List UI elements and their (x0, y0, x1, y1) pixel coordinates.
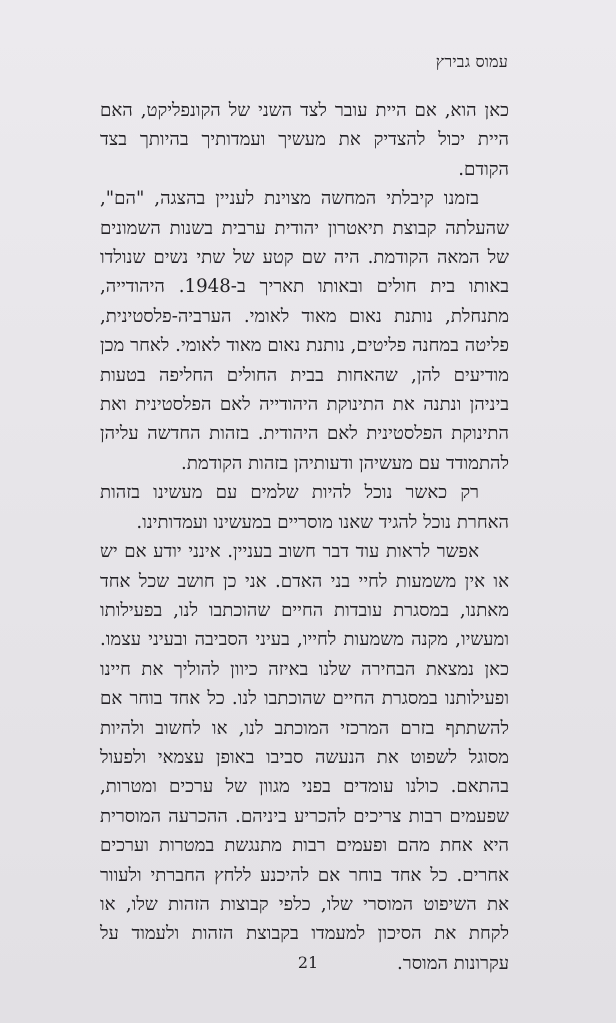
running-header-author: עמוס גבירץ (435, 52, 508, 71)
paragraph-4: אפשר לראות עוד דבר חשוב בעניין. אינני יודע אם יש או אין משמעות לחיי בני האדם. אני כן חושב שכל אחד מאתנו, במסגרת עובדות החיים שהוכתבו לנו, בפעילותו ומעשיו, מקנה משמעות לחייו, בעיני הסביבה ובעיני עצמו. כאן נמצאת הבחירה שלנו באיזה כיוון להוליך את חיינו ופעילותנו במסגרת החיים שהוכתבו לנו. כל אחד בוחר אם להשתתף בזרם המרכזי המוכתב לנו, או לחשוב ולהיות מסוגל לשפוט את הנעשה סביבו באופן עצמאי ולפעול בהתאם. כולנו עומדים בפני מגוון של ערכים ומטרות, שפעמים רבות צריכים להכריע ביניהם. ההכרעה המוסרית היא אחת מהם ופעמים רבות מתנגשת במטרות וערכים אחרים. כל אחד בוחר אם להיכנע ללחץ החברתי ולעוור את השיפוט המוסרי שלו, כלפי קבוצות הזהות שלו, או לקחת את הסיכון למעמדו בקבוצת הזהות ולעמוד על עקרונות המוסר. (100, 541, 509, 974)
page-number: 21 (297, 953, 319, 972)
body-text (100, 96, 509, 978)
paragraph-2: בזמנו קיבלתי המחשה מצוינת לעניין בהצגה, "הם", שהעלתה קבוצת תיאטרון יהודית ערבית בשנות השמונים של המאה הקודמת. היה שם קטע של שתי נשים שנולדו באותו בית חולים ובאותו תאריך ב-1948. היהודייה, מתנחלת, נותנת נאום מאוד לאומי. הערביה-פלסטינית, פליטה במחנה פליטים, נותנת נאום מאוד לאומי. לאחר מכן מודיעים להן, שהאחות בבית החולים החליפה בטעות ביניהן ונתנה את התינוקת היהודייה לאם הפלסטינית ואת התינוקת הפלסטינית לאם היהודית. בזהות החדשה עליהן להתמודד עם מעשיהן ודעותיהן בזהות הקודמת. (100, 188, 509, 474)
paragraph-3: רק כאשר נוכל להיות שלמים עם מעשינו בזהות האחרת נוכל להגיד שאנו מוסריים במעשינו ועמדותינו. (100, 482, 509, 533)
paragraph-1: כאן הוא, אם היית עובר לצד השני של הקונפליקט, האם היית יכול להצדיק את מעשיך ועמדותיך בהיותך בצד הקודם. (100, 100, 509, 180)
